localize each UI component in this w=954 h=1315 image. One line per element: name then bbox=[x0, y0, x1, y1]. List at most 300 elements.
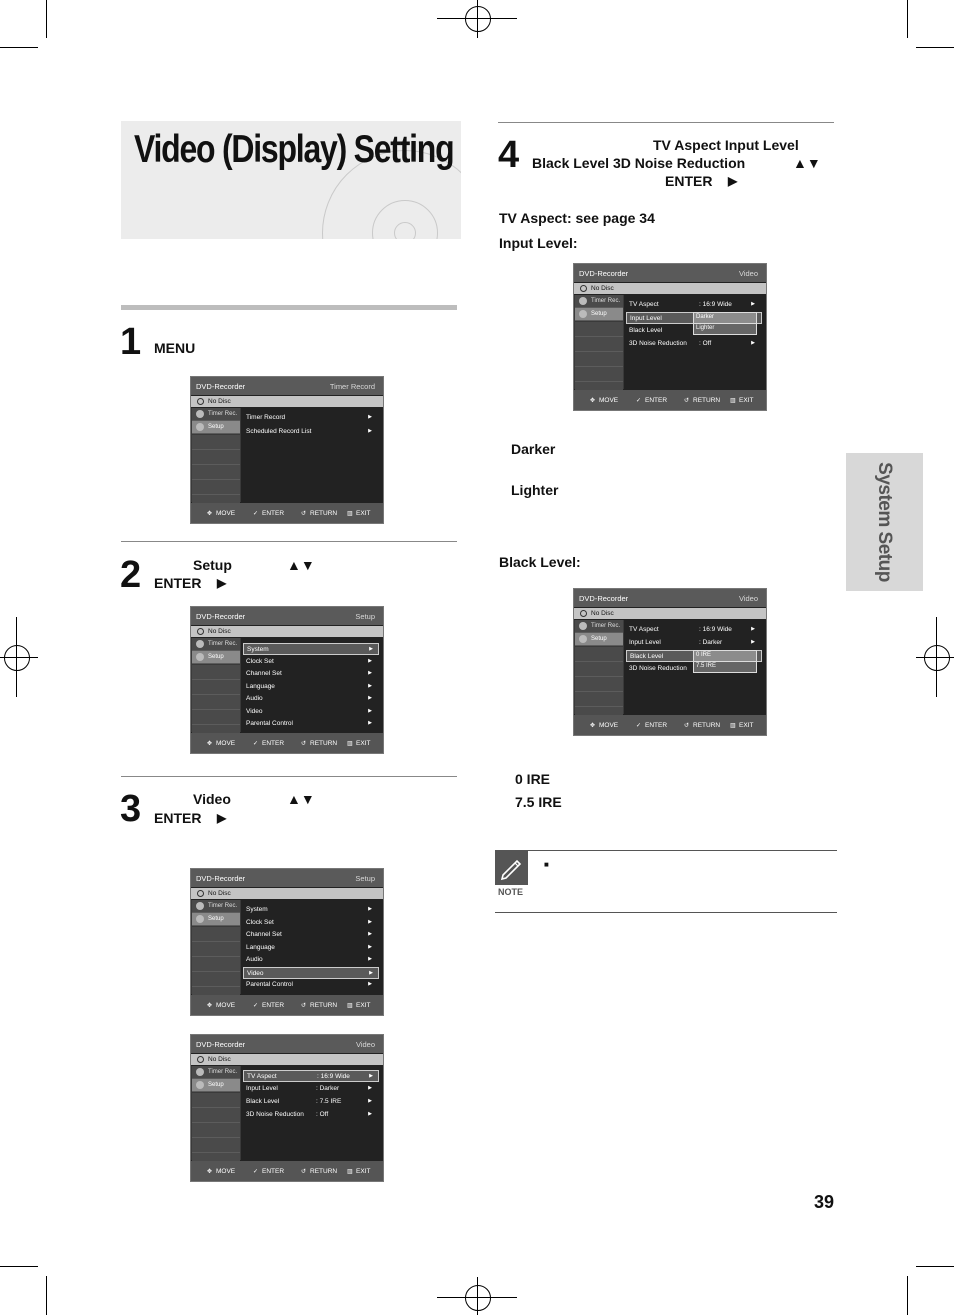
menu-item-label: Input Level bbox=[246, 1085, 278, 1092]
chevron-right-icon: ▶ bbox=[368, 414, 372, 420]
footer-enter-label: ENTER bbox=[262, 740, 285, 747]
menu-item[interactable] bbox=[243, 718, 377, 729]
disc-status bbox=[191, 888, 383, 899]
disc-status bbox=[574, 608, 766, 619]
screen-footer bbox=[191, 733, 383, 753]
menu-item[interactable] bbox=[243, 979, 377, 990]
disc-status-text: No Disc bbox=[208, 398, 231, 405]
sidebar-slot bbox=[192, 942, 240, 957]
menu-item[interactable] bbox=[243, 693, 377, 704]
menu-item-label: System bbox=[246, 906, 268, 913]
disc-status-text: No Disc bbox=[208, 890, 231, 897]
sidebar-slot bbox=[575, 322, 623, 337]
menu-item[interactable] bbox=[626, 338, 760, 349]
tab-label: Setup bbox=[591, 636, 607, 642]
enter-icon: ✓ bbox=[253, 1003, 259, 1009]
screen-menu-list bbox=[243, 900, 380, 994]
menu-item-label: 3D Noise Reduction bbox=[629, 665, 687, 672]
exit-icon: ▥ bbox=[347, 511, 353, 517]
menu-screen bbox=[573, 263, 767, 411]
chevron-right-icon: ▶ bbox=[368, 931, 372, 937]
chevron-right-icon: ▶ bbox=[368, 956, 372, 962]
enter-icon: ✓ bbox=[253, 741, 259, 747]
note-pencil-icon bbox=[495, 851, 528, 885]
menu-item-value: : Off bbox=[699, 340, 712, 347]
registration-mark bbox=[4, 645, 30, 671]
menu-item-label: Scheduled Record List bbox=[246, 428, 312, 435]
screen-sidebar bbox=[574, 620, 624, 714]
step-items-line2: Black Level 3D Noise Reduction bbox=[532, 155, 746, 171]
menu-item[interactable] bbox=[243, 967, 379, 979]
return-icon: ↺ bbox=[301, 1169, 307, 1175]
step-key-menu: MENU bbox=[154, 340, 196, 356]
menu-item[interactable] bbox=[243, 1070, 379, 1082]
sidebar-slot bbox=[192, 710, 240, 725]
screen-footer bbox=[191, 995, 383, 1015]
sidebar-slot bbox=[192, 972, 240, 987]
tab-timer-rec[interactable] bbox=[192, 900, 240, 913]
sidebar-slot bbox=[575, 677, 623, 692]
menu-screen bbox=[190, 1034, 384, 1182]
option-label: Lighter bbox=[696, 325, 715, 331]
menu-item-label: Black Level bbox=[246, 1098, 280, 1105]
clock-icon bbox=[579, 297, 587, 305]
gear-icon bbox=[196, 423, 204, 431]
footer-return-label: RETURN bbox=[310, 740, 338, 747]
input-level-heading: Input Level: bbox=[499, 235, 578, 251]
screen-brand: DVD-Recorder bbox=[196, 382, 246, 391]
clock-icon bbox=[579, 622, 587, 630]
screen-menu-list bbox=[626, 620, 763, 714]
tab-setup[interactable] bbox=[192, 1079, 240, 1092]
screen-brand: DVD-Recorder bbox=[579, 594, 629, 603]
registration-line bbox=[477, 0, 478, 38]
disc-icon bbox=[580, 610, 587, 617]
sidebar-slot bbox=[575, 662, 623, 677]
disc-status-text: No Disc bbox=[208, 628, 231, 635]
disc-status-text: No Disc bbox=[208, 1056, 231, 1063]
option-item[interactable] bbox=[693, 323, 757, 335]
sidebar-slot bbox=[192, 1108, 240, 1123]
page-title: Video (Display) Setting bbox=[134, 128, 454, 171]
lighter-label: Lighter bbox=[511, 482, 559, 498]
screen-sidebar bbox=[574, 295, 624, 389]
chevron-right-icon: ▶ bbox=[368, 1111, 372, 1117]
sidebar-slot bbox=[192, 957, 240, 972]
exit-icon: ▥ bbox=[347, 741, 353, 747]
disc-status-text: No Disc bbox=[591, 285, 614, 292]
return-icon: ↺ bbox=[684, 723, 690, 729]
disc-icon bbox=[197, 628, 204, 635]
screen-brand: DVD-Recorder bbox=[196, 612, 246, 621]
exit-icon: ▥ bbox=[730, 398, 736, 404]
menu-item-label: System bbox=[247, 646, 269, 653]
disc-icon bbox=[197, 890, 204, 897]
menu-item[interactable] bbox=[243, 706, 377, 717]
chevron-right-icon: ▶ bbox=[368, 943, 372, 950]
section-rule bbox=[121, 541, 457, 542]
footer-return-label: RETURN bbox=[310, 1002, 338, 1009]
footer-return-label: RETURN bbox=[693, 397, 721, 404]
footer-enter-label: ENTER bbox=[262, 1002, 285, 1009]
gear-icon bbox=[196, 1081, 204, 1089]
registration-line bbox=[916, 657, 954, 658]
right-arrow-icon: ▶ bbox=[217, 811, 227, 825]
menu-item-label: Video bbox=[246, 707, 263, 715]
move-icon: ✥ bbox=[590, 723, 596, 729]
chevron-right-icon: ▶ bbox=[368, 1098, 372, 1104]
menu-item-label: Language bbox=[246, 682, 275, 690]
menu-item-value: : 16:9 Wide bbox=[317, 1073, 350, 1080]
step-number: 2 bbox=[120, 554, 142, 596]
footer-enter-label: ENTER bbox=[645, 397, 668, 404]
chevron-right-icon: ▶ bbox=[368, 906, 372, 912]
move-icon: ✥ bbox=[207, 1169, 213, 1175]
tab-label: Setup bbox=[208, 424, 224, 430]
tab-label: Timer Rec. bbox=[591, 623, 621, 629]
tab-label: Timer Rec. bbox=[208, 1069, 238, 1075]
screen-section: Timer Record bbox=[329, 382, 375, 391]
menu-item[interactable] bbox=[626, 624, 760, 635]
tab-timer-rec[interactable] bbox=[575, 295, 623, 308]
chevron-right-icon: ▶ bbox=[369, 1073, 373, 1079]
step-item: Video bbox=[193, 791, 231, 807]
registration-line bbox=[477, 1277, 478, 1315]
footer-enter-label: ENTER bbox=[262, 510, 285, 517]
menu-item-label: Audio bbox=[246, 956, 263, 963]
screen-sidebar bbox=[191, 1066, 241, 1160]
screen-header bbox=[191, 869, 383, 887]
screen-footer bbox=[574, 390, 766, 410]
menu-item-label: 3D Noise Reduction bbox=[629, 340, 687, 347]
menu-item-label: Audio bbox=[246, 695, 263, 702]
menu-item-value: : Darker bbox=[699, 639, 723, 646]
menu-screen bbox=[190, 868, 384, 1016]
chevron-right-icon: ▶ bbox=[368, 981, 372, 987]
step-key-enter: ENTER bbox=[154, 575, 202, 591]
note-rule bbox=[495, 850, 837, 851]
crop-mark bbox=[916, 47, 954, 48]
menu-item[interactable] bbox=[243, 412, 377, 423]
screen-header bbox=[574, 589, 766, 607]
registration-mark bbox=[465, 1285, 491, 1311]
option-label: Darker bbox=[696, 314, 715, 320]
screen-brand: DVD-Recorder bbox=[196, 874, 246, 883]
step-items-line1: TV Aspect Input Level bbox=[653, 137, 799, 153]
exit-icon: ▥ bbox=[347, 1169, 353, 1175]
footer-exit-label: EXIT bbox=[356, 740, 371, 747]
chevron-right-icon: ▶ bbox=[751, 301, 755, 307]
sidebar-slot bbox=[192, 450, 240, 465]
screen-menu-list bbox=[626, 295, 763, 389]
exit-icon: ▥ bbox=[730, 723, 736, 729]
menu-item-value: : Darker bbox=[316, 1085, 340, 1092]
option-label: 0 IRE bbox=[696, 652, 712, 658]
tab-label: Timer Rec. bbox=[208, 411, 238, 417]
note-label: NOTE bbox=[498, 887, 524, 897]
menu-item-label: Channel Set bbox=[246, 670, 282, 677]
chevron-right-icon: ▶ bbox=[751, 626, 755, 632]
menu-item-value: : 7.5 IRE bbox=[316, 1098, 342, 1105]
disc-icon bbox=[197, 398, 204, 405]
footer-exit-label: EXIT bbox=[356, 1002, 371, 1009]
menu-item-label: Language bbox=[246, 943, 275, 951]
move-icon: ✥ bbox=[207, 511, 213, 517]
crop-mark bbox=[0, 47, 38, 48]
menu-item-label: Parental Control bbox=[246, 720, 293, 727]
screen-footer bbox=[191, 1161, 383, 1181]
tab-setup[interactable] bbox=[192, 913, 240, 926]
chevron-right-icon: ▶ bbox=[368, 428, 372, 434]
step-key-enter: ENTER bbox=[154, 810, 202, 826]
move-icon: ✥ bbox=[590, 398, 596, 404]
chevron-right-icon: ▶ bbox=[751, 340, 755, 346]
black-level-heading: Black Level: bbox=[499, 554, 581, 570]
return-icon: ↺ bbox=[301, 1003, 307, 1009]
footer-exit-label: EXIT bbox=[739, 397, 754, 404]
footer-move-label: MOVE bbox=[216, 510, 236, 517]
menu-item[interactable] bbox=[243, 1083, 377, 1094]
gear-icon bbox=[579, 635, 587, 643]
return-icon: ↺ bbox=[301, 511, 307, 517]
return-icon: ↺ bbox=[301, 741, 307, 747]
gear-icon bbox=[196, 653, 204, 661]
sidebar-slot bbox=[575, 367, 623, 382]
updown-keys: ▲▼ bbox=[287, 791, 315, 807]
updown-keys: ▲▼ bbox=[793, 155, 821, 171]
sidebar-slot bbox=[575, 692, 623, 707]
chevron-right-icon: ▶ bbox=[751, 639, 755, 645]
menu-item[interactable] bbox=[243, 656, 377, 667]
registration-line bbox=[936, 617, 937, 697]
menu-item-label: Parental Control bbox=[246, 981, 293, 988]
option-label: 7.5 IRE bbox=[696, 663, 717, 669]
page-number: 39 bbox=[814, 1192, 835, 1212]
screen-menu-list bbox=[243, 638, 380, 732]
menu-item-label: Clock Set bbox=[246, 918, 274, 926]
gear-icon bbox=[196, 915, 204, 923]
tv-aspect-note: TV Aspect: see page 34 bbox=[499, 210, 655, 226]
sidebar-slot bbox=[192, 480, 240, 495]
footer-move-label: MOVE bbox=[216, 1002, 236, 1009]
screen-sidebar bbox=[191, 900, 241, 994]
sidebar-slot bbox=[192, 1138, 240, 1153]
tab-timer-rec[interactable] bbox=[575, 620, 623, 633]
sidebar-slot bbox=[575, 337, 623, 352]
note-bullet: ■ bbox=[544, 860, 549, 869]
disc-status bbox=[191, 396, 383, 407]
tab-label: Setup bbox=[591, 311, 607, 317]
crop-mark bbox=[907, 0, 908, 38]
right-arrow-icon: ▶ bbox=[728, 174, 738, 188]
enter-icon: ✓ bbox=[253, 1169, 259, 1175]
menu-item-label: Video bbox=[247, 969, 264, 977]
chevron-right-icon: ▶ bbox=[368, 657, 372, 664]
menu-item[interactable] bbox=[243, 681, 377, 692]
clock-icon bbox=[196, 902, 204, 910]
footer-move-label: MOVE bbox=[599, 722, 619, 729]
ire75-label: 7.5 IRE bbox=[515, 794, 562, 810]
screen-section: Video bbox=[738, 594, 758, 603]
tab-setup[interactable] bbox=[575, 633, 623, 646]
tab-label: Setup bbox=[208, 916, 224, 922]
menu-item[interactable] bbox=[243, 1109, 377, 1120]
tab-label: Setup bbox=[208, 654, 224, 660]
sidebar-slot bbox=[192, 927, 240, 942]
registration-mark bbox=[924, 645, 950, 671]
menu-item-label: 3D Noise Reduction bbox=[246, 1111, 304, 1118]
registration-line bbox=[0, 657, 38, 658]
menu-item-label: Timer Record bbox=[246, 414, 286, 421]
screen-header bbox=[191, 377, 383, 395]
screen-header bbox=[191, 607, 383, 625]
menu-item-value: : 16:9 Wide bbox=[699, 626, 732, 633]
chevron-right-icon: ▶ bbox=[368, 720, 372, 726]
tab-timer-rec[interactable] bbox=[192, 1066, 240, 1079]
menu-item-label: Clock Set bbox=[246, 657, 274, 665]
screen-menu-list bbox=[243, 408, 380, 502]
enter-icon: ✓ bbox=[636, 723, 642, 729]
enter-icon: ✓ bbox=[636, 398, 642, 404]
menu-item[interactable] bbox=[243, 942, 377, 953]
clock-icon bbox=[196, 410, 204, 418]
note-rule bbox=[495, 912, 837, 913]
sidebar-slot bbox=[192, 1093, 240, 1108]
screen-brand: DVD-Recorder bbox=[196, 1040, 246, 1049]
menu-item[interactable] bbox=[243, 643, 379, 655]
menu-item-label: TV Aspect bbox=[629, 626, 659, 633]
menu-item-label: TV Aspect bbox=[629, 301, 659, 308]
menu-item[interactable] bbox=[243, 904, 377, 915]
tab-label: Timer Rec. bbox=[208, 903, 238, 909]
menu-item-value: : 16:9 Wide bbox=[699, 301, 732, 308]
footer-exit-label: EXIT bbox=[356, 1168, 371, 1175]
screen-footer bbox=[191, 503, 383, 523]
clock-icon bbox=[196, 1068, 204, 1076]
menu-screen bbox=[190, 606, 384, 754]
menu-item-label: Channel Set bbox=[246, 931, 282, 938]
chevron-right-icon: ▶ bbox=[368, 918, 372, 925]
menu-item[interactable] bbox=[243, 917, 377, 928]
footer-return-label: RETURN bbox=[310, 510, 338, 517]
chevron-right-icon: ▶ bbox=[368, 695, 372, 701]
footer-enter-label: ENTER bbox=[645, 722, 668, 729]
gear-icon bbox=[579, 310, 587, 318]
exit-icon: ▥ bbox=[347, 1003, 353, 1009]
screen-section: Setup bbox=[355, 874, 375, 883]
screen-section: Video bbox=[738, 269, 758, 278]
sidebar-slot bbox=[192, 435, 240, 450]
tab-timer-rec[interactable] bbox=[192, 408, 240, 421]
crop-mark bbox=[0, 1266, 38, 1267]
footer-move-label: MOVE bbox=[599, 397, 619, 404]
section-rule bbox=[121, 776, 457, 777]
step-number: 1 bbox=[120, 321, 142, 363]
disc-status-text: No Disc bbox=[591, 610, 614, 617]
chevron-right-icon: ▶ bbox=[369, 646, 373, 652]
screen-brand: DVD-Recorder bbox=[579, 269, 629, 278]
footer-enter-label: ENTER bbox=[262, 1168, 285, 1175]
tab-setup[interactable] bbox=[192, 421, 240, 434]
updown-keys: ▲▼ bbox=[287, 557, 315, 573]
footer-move-label: MOVE bbox=[216, 740, 236, 747]
ire0-label: 0 IRE bbox=[515, 771, 551, 787]
sidebar-slot bbox=[192, 665, 240, 680]
menu-item-label: Input Level bbox=[629, 639, 661, 646]
menu-item[interactable] bbox=[243, 929, 377, 940]
menu-item[interactable] bbox=[243, 668, 377, 679]
screen-sidebar bbox=[191, 408, 241, 502]
sidebar-slot bbox=[575, 352, 623, 367]
right-arrow-icon: ▶ bbox=[217, 576, 227, 590]
option-item[interactable] bbox=[693, 661, 757, 673]
crop-mark bbox=[916, 1266, 954, 1267]
disc-icon bbox=[580, 285, 587, 292]
sidebar-slot bbox=[192, 465, 240, 480]
menu-item[interactable] bbox=[626, 299, 760, 310]
step-key-enter: ENTER bbox=[665, 173, 713, 189]
chevron-right-icon: ▶ bbox=[368, 670, 372, 676]
move-icon: ✥ bbox=[207, 741, 213, 747]
disc-status bbox=[574, 283, 766, 294]
chevron-right-icon: ▶ bbox=[369, 969, 373, 976]
menu-item[interactable] bbox=[243, 1096, 377, 1107]
step-number: 3 bbox=[120, 788, 142, 830]
menu-item-label: Black Level bbox=[630, 653, 664, 660]
screen-section: Setup bbox=[355, 612, 375, 621]
tab-label: Setup bbox=[208, 1082, 224, 1088]
footer-return-label: RETURN bbox=[693, 722, 721, 729]
darker-label: Darker bbox=[511, 441, 556, 457]
tab-setup[interactable] bbox=[575, 308, 623, 321]
footer-return-label: RETURN bbox=[310, 1168, 338, 1175]
sidebar-slot bbox=[192, 1123, 240, 1138]
menu-item[interactable] bbox=[243, 426, 377, 437]
screen-footer bbox=[574, 715, 766, 735]
registration-mark bbox=[465, 6, 491, 32]
sidebar-slot bbox=[575, 647, 623, 662]
menu-item[interactable] bbox=[626, 637, 760, 648]
section-rule bbox=[121, 305, 457, 310]
tab-label: Timer Rec. bbox=[591, 298, 621, 304]
chevron-right-icon: ▶ bbox=[368, 1085, 372, 1091]
step-number: 4 bbox=[498, 134, 520, 176]
chevron-right-icon: ▶ bbox=[368, 682, 372, 689]
disc-status bbox=[191, 626, 383, 637]
disc-icon bbox=[197, 1056, 204, 1063]
screen-menu-list bbox=[243, 1066, 380, 1160]
screen-section: Video bbox=[355, 1040, 375, 1049]
tab-setup[interactable] bbox=[192, 651, 240, 664]
sidebar-slot bbox=[192, 680, 240, 695]
menu-item[interactable] bbox=[243, 954, 377, 965]
screen-header bbox=[191, 1035, 383, 1053]
section-side-tab-label: System Setup bbox=[874, 462, 895, 582]
screen-sidebar bbox=[191, 638, 241, 732]
menu-item-label: TV Aspect bbox=[247, 1073, 277, 1080]
crop-mark bbox=[907, 1276, 908, 1315]
tab-timer-rec[interactable] bbox=[192, 638, 240, 651]
registration-line bbox=[16, 617, 17, 697]
enter-icon: ✓ bbox=[253, 511, 259, 517]
move-icon: ✥ bbox=[207, 1003, 213, 1009]
footer-move-label: MOVE bbox=[216, 1168, 236, 1175]
screen-header bbox=[574, 264, 766, 282]
step-item: Setup bbox=[193, 557, 232, 573]
tab-label: Timer Rec. bbox=[208, 641, 238, 647]
footer-exit-label: EXIT bbox=[356, 510, 371, 517]
section-rule bbox=[498, 122, 834, 123]
